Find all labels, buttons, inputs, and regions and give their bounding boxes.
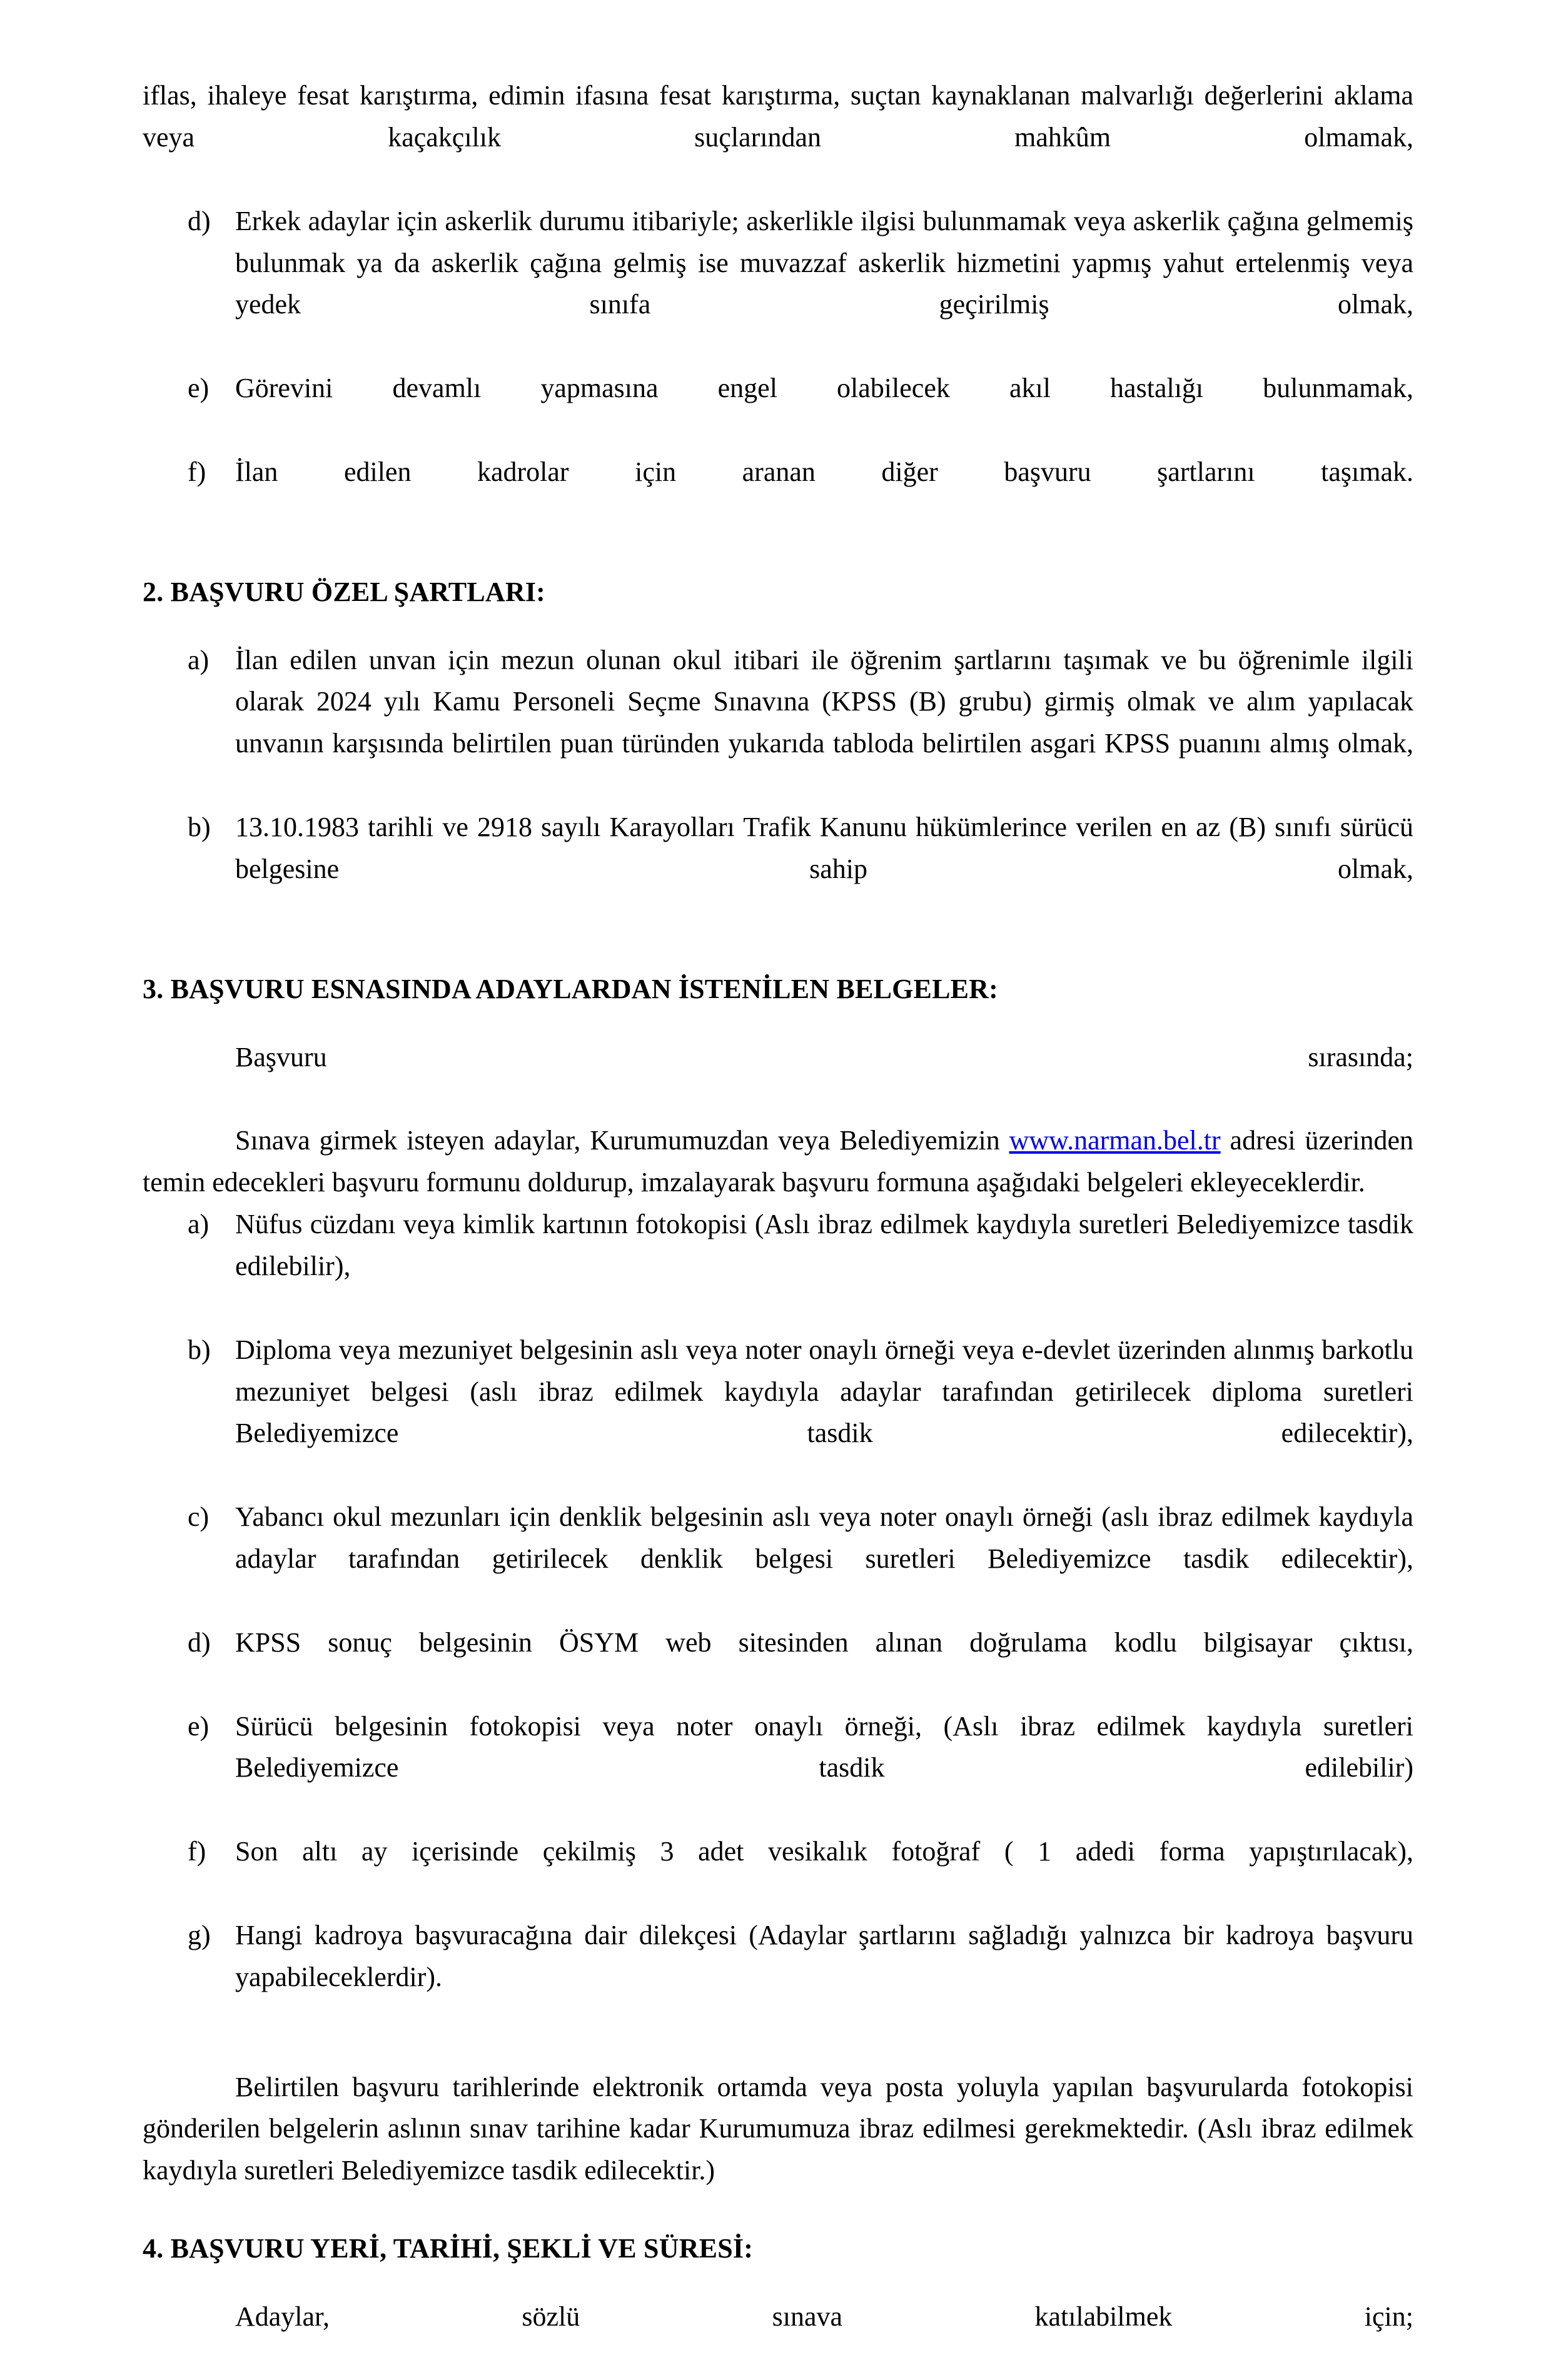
- section-3-intro-line: Başvuru sırasında;: [235, 1041, 1413, 1072]
- list-item-text: Görevini devamlı yapmasına engel olabilecek akıl hastalığı bulunmamak,: [235, 373, 1413, 404]
- document-content: [143, 75, 1413, 2380]
- list-marker: d): [188, 1626, 211, 1658]
- list-item-text: Hangi kadroya başvuracağına dair dilekçesi (Adaylar şartlarını sağladığı yalnızca bir kadroya başvuru yapabileceklerdir).: [235, 1919, 1413, 1992]
- list-item-text: İlan edilen unvan için mezun olunan okul itibari ile öğrenim şartlarını taşımak ve bu öğrenimle ilgili olarak 2024 yılı Kamu Personeli Seçme Sınavına (KPSS (B) grubu) girmiş olmak ve alım yapılacak unvanın karşısında belirtilen puan türünden yukarıda tabloda belirtilen asgari KPSS puanını almış olmak,: [235, 644, 1413, 759]
- list-item-text: Erkek adaylar için askerlik durumu itibariyle; askerlikle ilgisi bulunmamak veya askerlik çağına gelmemiş bulunmak ya da askerlik çağına gelmiş ise muvazzaf askerlik hizmetini yapmış yahut ertelenmiş veya yedek sınıfa geçirilmiş olmak,: [235, 205, 1413, 320]
- list-item: [143, 1915, 1413, 2040]
- spacer: [143, 1011, 1413, 1037]
- section-2-list: [143, 640, 1413, 932]
- section-3-lead-paragraph: [143, 1120, 1413, 1204]
- section-4-intro-line: Adaylar, sözlü sınava katılabilmek için;: [235, 2301, 1413, 2332]
- spacer: [143, 2040, 1413, 2067]
- list-marker: a): [188, 1209, 210, 1239]
- spacer: [143, 2270, 1413, 2296]
- section-2-heading: 2. BAŞVURU ÖZEL ŞARTLARI:: [143, 576, 546, 607]
- list-item-text: İlan edilen kadrolar için aranan diğer başvuru şartlarını taşımak.: [235, 456, 1413, 487]
- spacer: [143, 613, 1413, 640]
- list-item-text: Nüfus cüzdanı veya kimlik kartının fotokopisi (Aslı ibraz edilmek kaydıyla suretleri Belediyemizce tasdik edilebilir),: [235, 1209, 1413, 1281]
- list-item-text: Diploma veya mezuniyet belgesinin aslı veya noter onaylı örneği veya e-devlet üzerinden alınmış barkotlu mezuniyet belgesi (aslı ibraz edilmek kaydıyla adaylar tarafından getirilecek diploma suretleri Belediyemizce tasdik edilecektir),: [235, 1334, 1413, 1449]
- section-3-heading: 3. BAŞVURU ESNASINDA ADAYLARDAN İSTENİLEN BELGELER:: [143, 973, 999, 1004]
- list-item: [143, 1831, 1413, 1915]
- list-marker: e): [188, 373, 210, 404]
- section-3-documents-list: [143, 1204, 1413, 2040]
- list-item: [143, 451, 1413, 535]
- list-item: [143, 368, 1413, 451]
- list-item-text: 13.10.1983 tarihli ve 2918 sayılı Karayolları Trafik Kanunu hükümlerince verilen en az (B) sınıfı sürücü belgesine sahip olmak,: [235, 812, 1413, 884]
- list-marker: a): [188, 644, 210, 675]
- list-item: [143, 1496, 1413, 1622]
- list-marker: b): [188, 812, 211, 842]
- list-marker: e): [188, 1710, 210, 1742]
- list-item: [143, 1622, 1413, 1706]
- list-item: [143, 640, 1413, 807]
- lead-text-before-link: Sınava girmek isteyen adaylar, Kurumumuzdan veya Belediyemizin: [235, 1125, 1009, 1156]
- lead-text-after-link: adresi üzerinden temin edecekleri başvuru formunu doldurup, imzalayarak başvuru formuna aşağıdaki belgeleri ekleyeceklerdir.: [143, 1125, 1413, 1198]
- list-item: [143, 1329, 1413, 1497]
- list-item-text: Son altı ay içerisinde çekilmiş 3 adet vesikalık fotoğraf ( 1 adedi forma yapıştırılacak),: [235, 1836, 1413, 1867]
- closing-paragraph-text: Belirtilen başvuru tarihlerinde elektronik ortamda veya posta yoluyla yapılan başvurularda fotokopisi gönderilen belgelerin aslının sınav tarihine kadar Kurumumuza ibraz edilmesi gerekmektedir. (Aslı ibraz edilmek kaydıyla suretleri Belediyemizce tasdik edilecektir.): [143, 2071, 1413, 2186]
- list-item-text: Sürücü belgesinin fotokopisi veya noter onaylı örneği, (Aslı ibraz edilmek kaydıyla suretleri Belediyemizce tasdik edilebilir): [235, 1710, 1413, 1783]
- list-marker: d): [188, 205, 211, 236]
- spacer: [143, 535, 1413, 572]
- section-4-heading: 4. BAŞVURU YERİ, TARİHİ, ŞEKLİ VE SÜRESİ:: [143, 2233, 754, 2264]
- continued-paragraph: iflas, ihaleye fesat karıştırma, edimin ifasına fesat karıştırma, suçtan kaynaklanan malvarlığı değerlerini aklama veya kaçakçılık suçlarından mahkûm olmamak,: [143, 80, 1413, 153]
- list-item: [143, 1706, 1413, 1832]
- general-conditions-list: [143, 201, 1413, 535]
- list-marker: c): [188, 1501, 210, 1533]
- list-item: [143, 1204, 1413, 1329]
- spacer: [143, 2192, 1413, 2228]
- list-marker: f): [188, 1836, 206, 1867]
- narman-website-link[interactable]: www.narman.bel.tr: [1009, 1125, 1221, 1156]
- spacer: [143, 932, 1413, 969]
- section-3-closing-paragraph: [143, 2067, 1413, 2192]
- list-item: [143, 807, 1413, 932]
- list-marker: f): [188, 456, 206, 487]
- list-item-text: Yabancı okul mezunları için denklik belgesinin aslı veya noter onaylı örneği (aslı ibraz edilmek kaydıyla adaylar tarafından getirilecek denklik belgesi suretleri Belediyemizce tasdik edilecektir),: [235, 1501, 1413, 1574]
- list-item-text: KPSS sonuç belgesinin ÖSYM web sitesinden alınan doğrulama kodlu bilgisayar çıktısı,: [235, 1626, 1413, 1658]
- list-marker: g): [188, 1919, 211, 1950]
- list-item: [143, 201, 1413, 368]
- list-marker: b): [188, 1334, 211, 1365]
